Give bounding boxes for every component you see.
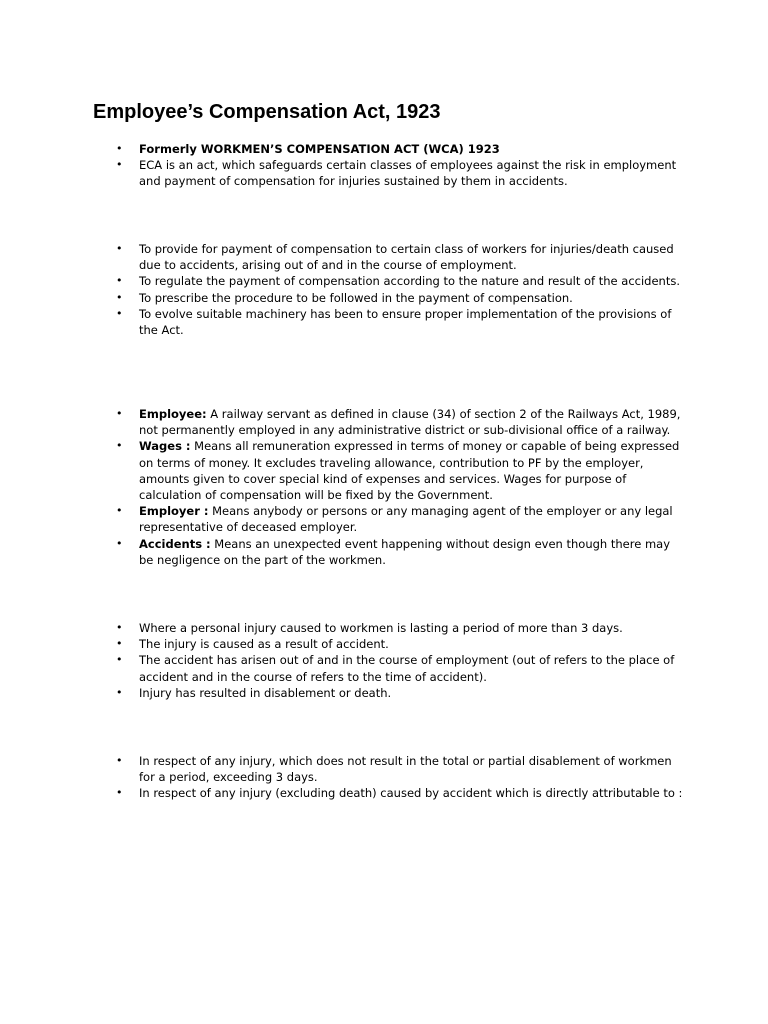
item-term: Wages : bbox=[139, 439, 191, 454]
list-item bbox=[0, 685, 684, 701]
item-term: Employee: bbox=[139, 407, 207, 421]
item-text: Means anybody or persons or any managing agent of the employer or any legal representative of deceased employer. bbox=[139, 504, 673, 535]
list-item bbox=[0, 406, 684, 438]
list-item bbox=[0, 306, 684, 338]
list-item bbox=[0, 241, 684, 273]
item-term: Formerly WORKMEN’S COMPENSATION ACT (WCA) 1923 bbox=[139, 142, 500, 156]
bullet-list-conditions bbox=[0, 620, 768, 701]
list-item bbox=[0, 636, 684, 652]
bullet-icon: • bbox=[116, 274, 123, 288]
item-term: Accidents : bbox=[139, 536, 211, 551]
item-text: To prescribe the procedure to be followed in the payment of compensation. bbox=[139, 290, 573, 305]
item-text: Means all remuneration expressed in terms of money or capable of being expressed on terms of money. It excludes traveling allowance, contribution to PF by the employer, amounts given to cover special kind of expenses and services. Wages for purpose of calculation of compensation will be fixed by the Government. bbox=[139, 439, 680, 503]
bullet-icon: • bbox=[116, 621, 123, 634]
list-item bbox=[0, 141, 684, 157]
list-item bbox=[0, 503, 684, 535]
item-term: Employer : bbox=[139, 504, 209, 519]
page-title: Employee’s Compensation Act, 1923 bbox=[93, 101, 441, 123]
list-item bbox=[0, 652, 684, 684]
list-item bbox=[0, 438, 684, 503]
bullet-icon: • bbox=[116, 407, 123, 420]
bullet-icon: • bbox=[116, 637, 123, 651]
bullet-list-definitions bbox=[0, 406, 768, 568]
item-text: In respect of any injury, which does not result in the total or partial disablement of workmen for a period, exceeding 3 days. bbox=[139, 754, 672, 785]
item-text: The injury is caused as a result of accident. bbox=[139, 637, 389, 652]
item-text: In respect of any injury (excluding death) caused by accident which is directly attributable to : bbox=[139, 786, 683, 801]
list-item bbox=[0, 157, 684, 189]
item-text: To regulate the payment of compensation according to the nature and result of the accidents. bbox=[139, 274, 680, 289]
item-text: ECA is an act, which safeguards certain classes of employees against the risk in employment and payment of compensation for injuries sustained by them in accidents. bbox=[139, 158, 677, 189]
bullet-list-exceptions bbox=[0, 753, 768, 802]
item-text: A railway servant as defined in clause (34) of section 2 of the Railways Act, 1989, not permanently employed in any administrative district or sub-divisional office of a railway. bbox=[139, 407, 681, 438]
item-text: Where a personal injury caused to workmen is lasting a period of more than 3 days. bbox=[139, 621, 623, 635]
bullet-icon: • bbox=[116, 242, 123, 255]
list-item bbox=[0, 290, 684, 306]
bullet-icon: • bbox=[116, 685, 123, 699]
bullet-list-ecа-overview bbox=[0, 141, 768, 190]
item-text: To evolve suitable machinery has been to ensure proper implementation of the provisions of the Act. bbox=[139, 306, 672, 338]
item-text: Means an unexpected event happening without design even though there may be negligence on the part of the workmen. bbox=[139, 536, 671, 567]
bullet-icon: • bbox=[116, 786, 123, 800]
list-item bbox=[0, 536, 684, 568]
bullet-icon: • bbox=[116, 142, 123, 155]
bullet-icon: • bbox=[116, 536, 123, 550]
bullet-list-objectives bbox=[0, 241, 768, 338]
list-item bbox=[0, 753, 684, 785]
item-text: The accident has arisen out of and in the course of employment (out of refers to the place of accident and in the course of refers to the time of accident). bbox=[139, 653, 675, 684]
bullet-icon: • bbox=[116, 504, 123, 518]
bullet-icon: • bbox=[116, 158, 123, 172]
bullet-icon: • bbox=[116, 754, 123, 767]
bullet-icon: • bbox=[116, 653, 123, 667]
list-item bbox=[0, 273, 684, 289]
bullet-icon: • bbox=[116, 439, 123, 453]
list-item bbox=[0, 785, 684, 801]
list-item bbox=[0, 620, 684, 636]
bullet-icon: • bbox=[116, 290, 123, 304]
item-text: To provide for payment of compensation to certain class of workers for injuries/death caused due to accidents, arising out of and in the course of employment. bbox=[139, 242, 674, 273]
bullet-icon: • bbox=[116, 306, 123, 320]
item-text: Injury has resulted in disablement or death. bbox=[139, 685, 392, 700]
